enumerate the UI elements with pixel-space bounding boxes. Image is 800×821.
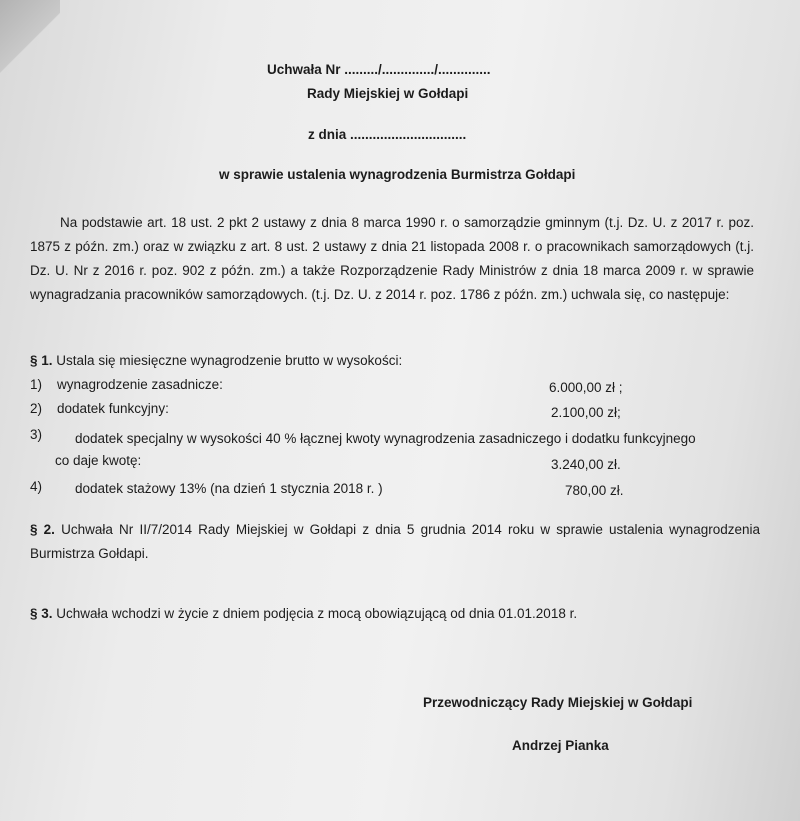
section-2-mark: § 2. bbox=[30, 522, 55, 537]
list-item-label-continued: co daje kwotę: bbox=[55, 453, 142, 468]
section-3-paragraph bbox=[30, 606, 577, 621]
section-3-mark: § 3. bbox=[30, 606, 53, 621]
list-item-number: 4) bbox=[30, 479, 43, 494]
list-item-label: wynagrodzenie zasadnicze: bbox=[57, 377, 223, 392]
list-item-amount: 6.000,00 zł ; bbox=[549, 380, 623, 395]
list-item-amount: 780,00 zł. bbox=[565, 483, 624, 498]
list-item-label: dodatek specjalny w wysokości 40 % łącznej kwoty wynagrodzenia zasadniczego i dodatku funkcyjnego bbox=[75, 431, 696, 446]
section-1-mark: § 1. bbox=[30, 353, 53, 368]
section-2-text: Uchwała Nr II/7/2014 Rady Miejskiej w Gołdapi z dnia 5 grudnia 2014 roku w sprawie ustalenia wynagrodzenia Burmistrza Gołdapi. bbox=[30, 522, 760, 561]
resolution-date: z dnia ............................... bbox=[308, 127, 467, 142]
section-3-text: Uchwała wchodzi w życie z dniem podjęcia z mocą obowiązującą od dnia 01.01.2018 r. bbox=[56, 606, 578, 621]
list-item-amount: 2.100,00 zł; bbox=[551, 405, 621, 420]
signature-title: Przewodniczący Rady Miejskiej w Gołdapi bbox=[423, 695, 693, 710]
resolution-subject: w sprawie ustalenia wynagrodzenia Burmistrza Gołdapi bbox=[219, 167, 576, 182]
section-2-paragraph bbox=[30, 518, 760, 566]
resolution-number: Uchwała Nr ........./............../.............. bbox=[267, 62, 491, 77]
preamble-paragraph: Na podstawie art. 18 ust. 2 pkt 2 ustawy z dnia 8 marca 1990 r. o samorządzie gminnym (t.j. Dz. U. z 2017 r. poz. 1875 z późn. zm.) oraz w związku z art. 8 ust. 2 ustawy z dnia 21 listopada 2008 r. o pracownikach samorządowych (t.j. Dz. U. Nr z 2016 r. poz. 902 z późn. zm.) a także Rozporządzenie Rady Ministrów z dnia 18 marca 2009 r. w sprawie wynagradzania pracowników samorządowych. (t.j. Dz. U. z 2014 r. poz. 1786 z późn. zm.) uchwala się, co następuje: bbox=[30, 215, 754, 302]
council-name: Rady Miejskiej w Gołdapi bbox=[307, 86, 469, 101]
section-1-heading bbox=[30, 353, 402, 368]
list-item-number: 1) bbox=[30, 377, 43, 392]
list-item-label: dodatek funkcyjny: bbox=[57, 401, 169, 416]
page-fold-shadow bbox=[0, 0, 60, 80]
section-1-text: Ustala się miesięczne wynagrodzenie brutto w wysokości: bbox=[56, 353, 403, 368]
list-item-label: dodatek stażowy 13% (na dzień 1 stycznia 2018 r. ) bbox=[75, 481, 383, 496]
list-item-amount: 3.240,00 zł. bbox=[551, 457, 621, 472]
list-item-number: 3) bbox=[30, 427, 43, 442]
signature-name: Andrzej Pianka bbox=[512, 738, 609, 753]
list-item-number: 2) bbox=[30, 401, 43, 416]
